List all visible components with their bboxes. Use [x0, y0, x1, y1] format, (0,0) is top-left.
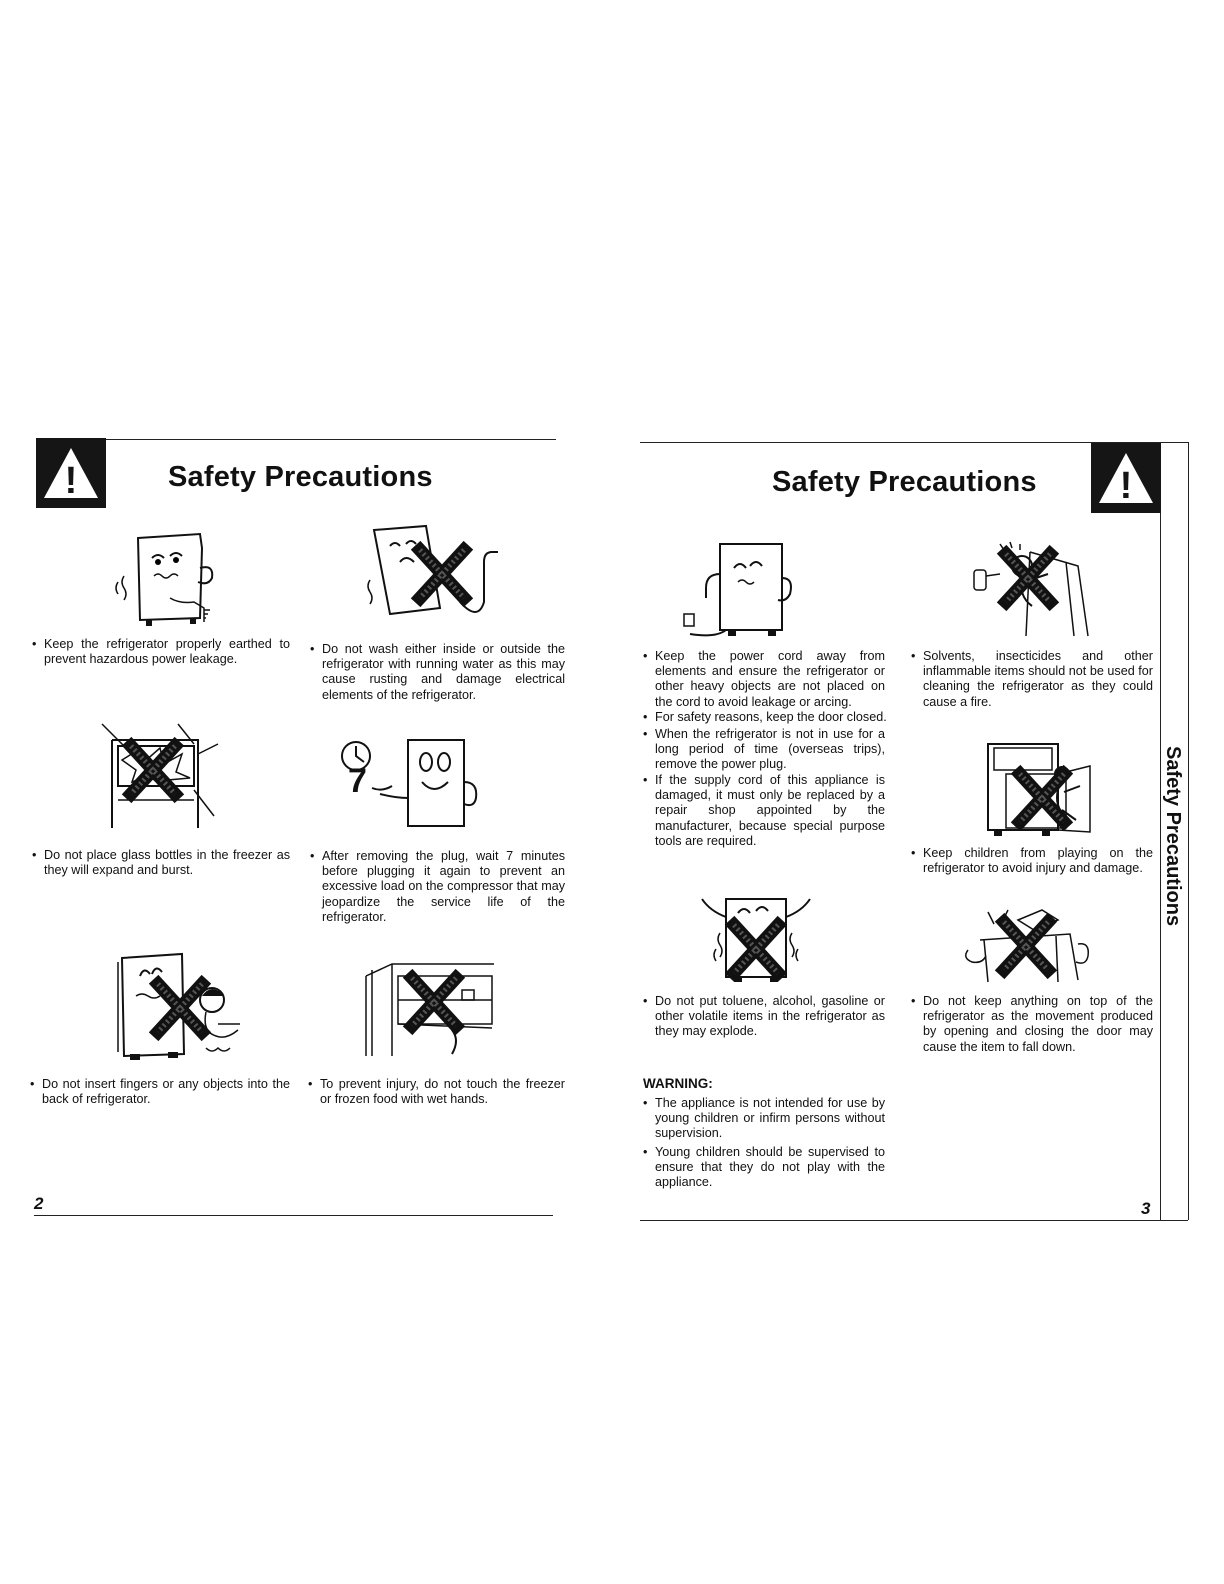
right-col2-item-2: • Keep children from playing on the refrigerator to avoid injury and damage. [911, 846, 1153, 876]
child-climbing-fridge-icon [982, 740, 1094, 838]
right-page-number: 3 [1141, 1199, 1151, 1218]
left-item-5: • Do not insert fingers or any objects into the back of refrigerator. [30, 1077, 290, 1107]
side-tab-label: Safety Precautions [1162, 746, 1184, 927]
right-page-title: Safety Precautions [772, 466, 1037, 498]
clock-plug-icon [336, 732, 486, 832]
right-col1-item-1: • Keep the power cord away from elements and ensure the refrigerator or other heavy objects are not placed on the cord to avoid leakage or arcing. [643, 649, 885, 709]
child-fridge-back-icon [110, 952, 250, 1062]
freezer-burst-icon [98, 720, 228, 830]
warning-item-1: • The appliance is not intended for use by young children or infirm persons without supervision. [643, 1096, 885, 1141]
left-page-title: Safety Precautions [168, 461, 433, 493]
warning-heading: WARNING: [643, 1076, 713, 1091]
left-item-1: • Keep the refrigerator properly earthed to prevent hazardous power leakage. [32, 637, 290, 667]
freezer-wet-hands-icon [362, 960, 497, 1060]
left-page-number: 2 [34, 1194, 44, 1213]
svg-text:7: 7 [348, 762, 367, 800]
items-on-top-icon [960, 900, 1100, 984]
right-side-rule [1188, 442, 1189, 1220]
svg-text:!: ! [1119, 465, 1133, 507]
left-item-2: • Do not wash either inside or outside the refrigerator with running water as this may cause rusting and damage electrical elements of the refrigerator. [310, 642, 565, 702]
left-footer-rule [34, 1215, 553, 1216]
left-item-4: • After removing the plug, wait 7 minutes before plugging it again to prevent an excessive load on the compressor that may jeopardize the service life of the refrigerator. [310, 849, 565, 924]
right-col1-item-3: • When the refrigerator is not in use for a long period of time (overseas trips), remove the power plug. [643, 727, 885, 772]
left-header-rule [36, 439, 556, 440]
right-col1-item-2: • For safety reasons, keep the door closed. [643, 710, 887, 724]
power-cord-icon [680, 538, 800, 638]
right-col1-item-4: • If the supply cord of this appliance is damaged, it must only be replaced by a repair shop appointed by the manufacturer, because special purpose tools are required. [643, 773, 885, 848]
right-warning-icon [1091, 443, 1161, 513]
right-col2-item-1: • Solvents, insecticides and other inflammable items should not be used for cleaning the refrigerator as they could cause a fire. [911, 649, 1153, 709]
solvent-spray-icon [970, 540, 1100, 638]
left-warning-icon [36, 438, 106, 508]
warning-item-2: • Young children should be supervised to ensure that they do not play with the appliance. [643, 1145, 885, 1190]
left-item-6: • To prevent injury, do not touch the freezer or frozen food with wet hands. [308, 1077, 565, 1107]
left-item-3: • Do not place glass bottles in the freezer as they will expand and burst. [32, 848, 290, 878]
right-col2-item-3: • Do not keep anything on top of the refrigerator as the movement produced by opening and closing the door may cause the item to fall down. [911, 994, 1153, 1054]
fridge-earthed-icon [110, 528, 220, 628]
svg-text:!: ! [64, 460, 78, 502]
right-footer-rule [640, 1220, 1188, 1221]
volatile-items-icon [690, 893, 820, 983]
right-col1-item-volatile: • Do not put toluene, alcohol, gasoline or other volatile items in the refrigerator as they may explode. [643, 994, 885, 1039]
fridge-water-icon [360, 522, 510, 627]
